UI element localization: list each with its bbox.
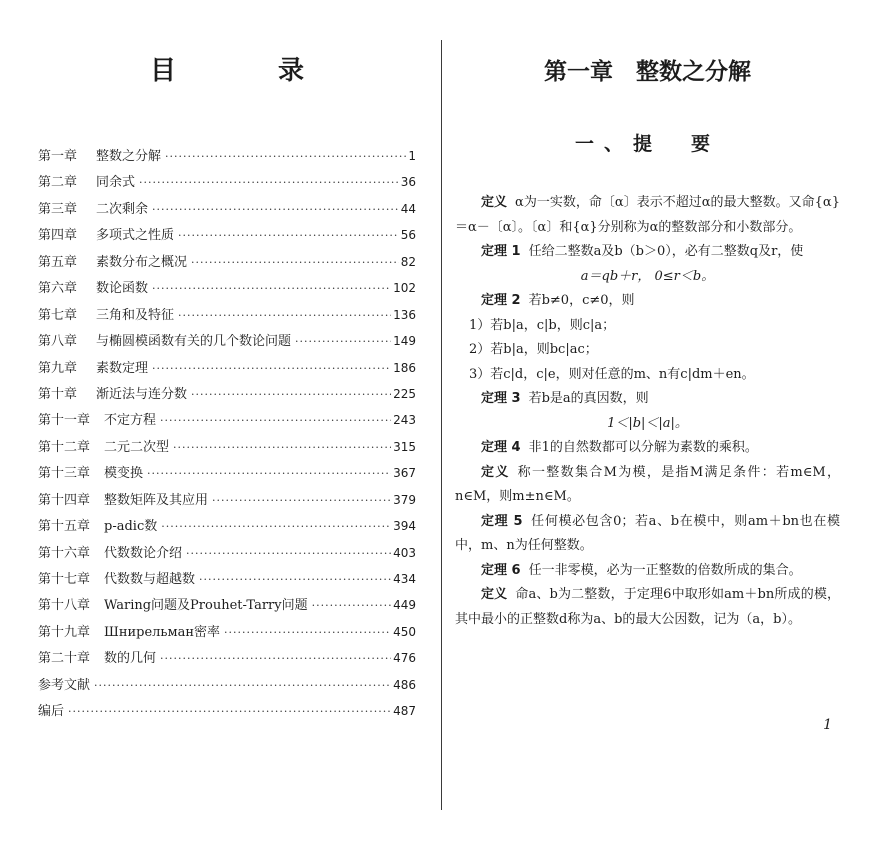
paragraph <box>455 436 840 461</box>
toc-chapter-number: 第十一章 <box>38 413 91 429</box>
toc-entry[interactable] <box>38 513 416 539</box>
paragraph-text: α为一实数，命〔α〕表示不超过α的最大整数。又命{α}＝α－〔α〕。〔α〕和{α}分别称为α的整数部分和小数部分。 <box>455 195 840 235</box>
paragraph-text: 任何模必包含0；若a、b在模中，则am＋bn也在模中，m、n为任何整数。 <box>455 513 840 553</box>
toc-leader-dots <box>173 435 391 461</box>
toc-chapter-name: p-adic数 <box>104 519 158 535</box>
toc-entry[interactable] <box>38 566 416 592</box>
toc-chapter-name: 数的几何 <box>104 651 157 667</box>
toc-chapter-name: 代数数论介绍 <box>104 545 183 561</box>
paragraph-text: 任一非零模，必为一正整数的倍数所成的集合。 <box>528 562 802 578</box>
paragraph <box>455 583 840 632</box>
toc-chapter-name: 不定方程 <box>104 413 157 429</box>
toc-leader-dots <box>147 461 391 487</box>
toc-chapter-number: 第六章 <box>38 281 78 297</box>
toc-chapter-number: 第十二章 <box>38 439 91 455</box>
toc-page-number: 394 <box>393 519 416 534</box>
toc-chapter-name: 参考文献 <box>38 677 91 693</box>
list-item: 1）若b|a，c|b，则c|a； <box>469 317 616 333</box>
paragraph-text: 命a、b为二整数，于定理6中取形如am＋bn所成的模，其中最小的正整数d称为a、b的最大公因数，记为（a，b）。 <box>455 587 840 627</box>
toc-chapter-number: 第十四章 <box>38 492 91 508</box>
toc-leader-dots <box>160 646 391 672</box>
toc-entry[interactable] <box>38 645 416 671</box>
formula-line: 1＜|b|＜|a|。 <box>607 415 688 431</box>
term-label: 定义 <box>481 587 508 602</box>
toc-leader-dots <box>152 356 391 382</box>
toc-entry[interactable] <box>38 407 416 433</box>
section-title: 一、提 要 <box>574 133 720 155</box>
toc-entry[interactable] <box>38 328 416 354</box>
toc-entry[interactable] <box>38 355 416 381</box>
toc-chapter-number: 第四章 <box>38 228 78 244</box>
toc-leader-dots <box>161 514 391 540</box>
toc-page-number: 243 <box>393 413 416 428</box>
toc-chapter-number: 第十章 <box>38 386 78 402</box>
toc-entry[interactable] <box>38 592 416 618</box>
toc-chapter-name: 整数矩阵及其应用 <box>104 492 209 508</box>
toc-chapter-number: 第七章 <box>38 307 78 323</box>
toc-entry[interactable] <box>38 672 416 698</box>
left-page <box>38 55 416 725</box>
table-of-contents <box>38 143 416 725</box>
chapter-body <box>455 191 840 632</box>
toc-chapter-name: 与椭圆模函数有关的几个数论问题 <box>96 334 292 350</box>
term-label: 定理 3 <box>481 391 521 406</box>
toc-page-number: 486 <box>393 677 416 692</box>
paragraph <box>455 510 840 559</box>
paragraph-text: 若b是a的真因数，则 <box>528 391 649 406</box>
toc-page-number: 149 <box>393 334 416 349</box>
toc-entry[interactable] <box>38 196 416 222</box>
toc-entry[interactable] <box>38 487 416 513</box>
paragraph <box>455 191 840 240</box>
chapter-title: 第一章 整数之分解 <box>544 58 751 85</box>
paragraph <box>455 387 840 412</box>
toc-chapter-name: 编后 <box>38 704 65 720</box>
toc-page-number: 449 <box>393 598 416 613</box>
page-number: 1 <box>823 717 832 733</box>
toc-chapter-name: 渐近法与连分数 <box>96 386 188 402</box>
toc-entry[interactable] <box>38 222 416 248</box>
toc-chapter-number: 第十九章 <box>38 624 91 640</box>
toc-leader-dots <box>186 541 391 567</box>
toc-page-number: 379 <box>393 492 416 507</box>
toc-entry[interactable] <box>38 698 416 724</box>
paragraph-text: 非1的自然数都可以分解为素数的乘积。 <box>528 440 758 455</box>
toc-chapter-number: 第十五章 <box>38 519 91 535</box>
toc-entry[interactable] <box>38 381 416 407</box>
toc-chapter-name: 模变换 <box>104 466 144 482</box>
toc-chapter-name: 三角和及特征 <box>96 307 175 323</box>
toc-entry[interactable] <box>38 302 416 328</box>
toc-leader-dots <box>212 488 391 514</box>
toc-leader-dots <box>224 620 391 646</box>
toc-leader-dots <box>94 673 391 699</box>
toc-entry[interactable] <box>38 143 416 169</box>
toc-leader-dots <box>160 408 391 434</box>
toc-chapter-number: 第十七章 <box>38 572 91 587</box>
toc-chapter-number: 第九章 <box>38 360 78 376</box>
toc-chapter-number: 第三章 <box>38 201 78 217</box>
term-label: 定理 5 <box>481 513 523 529</box>
toc-page-number: 56 <box>400 228 416 243</box>
toc-chapter-name: 二元二次型 <box>104 439 170 455</box>
toc-chapter-number: 第二十章 <box>38 651 91 667</box>
toc-leader-dots <box>152 197 399 223</box>
toc-leader-dots <box>295 329 391 355</box>
toc-page-number: 367 <box>393 466 416 481</box>
list-item: 3）若c|d，c|e，则对任意的m、n有c|dm＋en。 <box>469 366 755 382</box>
toc-chapter-name: 素数定理 <box>96 360 149 376</box>
toc-chapter-number: 第十八章 <box>38 598 91 614</box>
toc-page-number: 1 <box>408 149 416 163</box>
term-label: 定理 1 <box>481 244 521 259</box>
toc-leader-dots <box>178 223 399 249</box>
toc-leader-dots <box>191 250 399 276</box>
toc-chapter-name: 素数分布之概况 <box>96 254 188 270</box>
term-label: 定义 <box>481 195 508 210</box>
paragraph <box>455 461 840 510</box>
term-label: 定义 <box>481 464 510 480</box>
toc-chapter-name: 数论函数 <box>96 281 149 297</box>
toc-page-number: 434 <box>393 572 416 586</box>
toc-chapter-name: Шнирельман密率 <box>104 624 221 640</box>
page-gutter-divider <box>441 40 442 810</box>
toc-leader-dots <box>191 382 391 408</box>
toc-chapter-number: 第二章 <box>38 175 78 191</box>
toc-entry[interactable] <box>38 434 416 460</box>
toc-page-number: 315 <box>393 439 416 454</box>
toc-leader-dots <box>312 593 391 619</box>
paragraph <box>455 559 840 584</box>
toc-page-number: 82 <box>400 254 416 269</box>
toc-chapter-name: Waring问题及Prouhet-Tarry问题 <box>104 598 308 614</box>
term-label: 定理 6 <box>481 562 521 578</box>
toc-title: 目 录 <box>149 56 342 86</box>
toc-leader-dots <box>165 144 406 170</box>
toc-page-number: 403 <box>393 545 416 560</box>
toc-leader-dots <box>199 567 391 593</box>
toc-page-number: 136 <box>393 307 416 322</box>
toc-entry[interactable] <box>38 275 416 301</box>
toc-chapter-number: 第十六章 <box>38 545 91 561</box>
toc-page-number: 476 <box>393 651 416 666</box>
toc-chapter-name: 二次剩余 <box>96 201 149 217</box>
toc-page-number: 450 <box>393 624 416 639</box>
toc-page-number: 36 <box>400 175 416 190</box>
toc-chapter-name: 多项式之性质 <box>96 228 175 244</box>
paragraph-text: 任给二整数a及b（b＞0），必有二整数q及r，使 <box>528 244 804 259</box>
toc-page-number: 102 <box>393 281 416 296</box>
toc-entry[interactable] <box>38 169 416 195</box>
toc-leader-dots <box>68 699 391 725</box>
toc-chapter-name: 整数之分解 <box>96 149 162 164</box>
toc-leader-dots <box>139 170 399 196</box>
toc-page-number: 44 <box>400 201 416 216</box>
toc-entry[interactable] <box>38 619 416 645</box>
toc-chapter-number: 第八章 <box>38 334 78 350</box>
toc-leader-dots <box>152 276 391 302</box>
paragraph-text: 称一整数集合M为模，是指M满足条件：若m∈M，n∈M，则m±n∈M。 <box>455 464 840 504</box>
toc-page-number: 225 <box>393 386 416 401</box>
list-item: 2）若b|a，则bc|ac； <box>469 342 598 357</box>
toc-page-number: 186 <box>393 360 416 375</box>
toc-chapter-number: 第五章 <box>38 254 78 270</box>
toc-chapter-number: 第一章 <box>38 149 78 164</box>
toc-page-number: 487 <box>393 704 416 719</box>
term-label: 定理 2 <box>481 293 521 308</box>
toc-leader-dots <box>178 303 391 329</box>
paragraph <box>455 240 840 265</box>
toc-entry[interactable] <box>38 460 416 486</box>
toc-chapter-number: 第十三章 <box>38 466 91 482</box>
toc-chapter-name: 代数数与超越数 <box>104 572 196 587</box>
toc-entry[interactable] <box>38 249 416 275</box>
paragraph-text: 若b≠0，c≠0，则 <box>528 293 635 308</box>
paragraph <box>455 289 840 314</box>
right-page <box>455 55 840 733</box>
formula-line: a＝qb＋r， 0≤r＜b。 <box>580 268 715 284</box>
toc-entry[interactable] <box>38 540 416 566</box>
term-label: 定理 4 <box>481 440 521 455</box>
toc-chapter-name: 同余式 <box>96 175 136 191</box>
